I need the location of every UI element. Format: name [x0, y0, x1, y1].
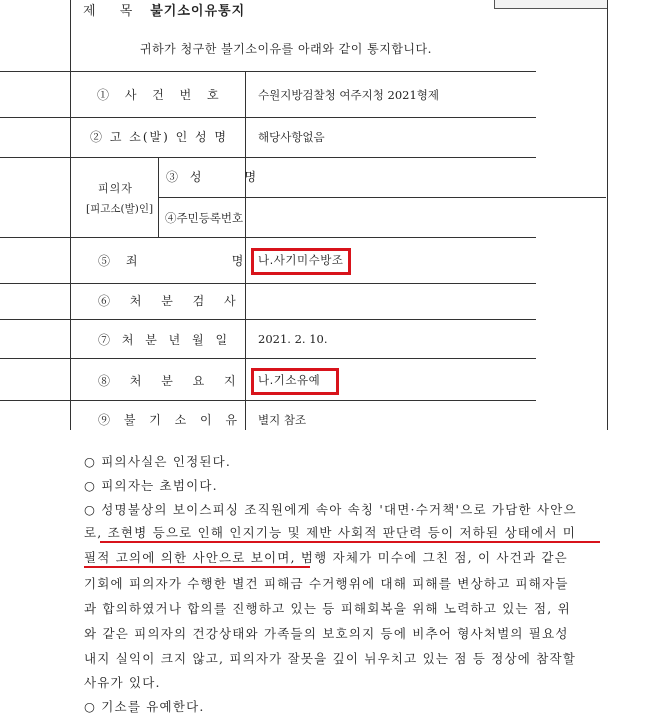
table-rule	[0, 358, 536, 359]
table-rule	[0, 71, 536, 72]
title-text: 불기소이유통지	[150, 4, 246, 19]
body-line: ○ 성명불상의 보이스피싱 조직원에게 속아 속칭 '대면·수거책'으로 가담한 사안으	[84, 502, 577, 517]
table-rule	[158, 197, 606, 198]
title-label: 제 목	[83, 4, 143, 19]
body-line: 과 합의하였거나 합의를 진행하고 있는 등 피해회복을 위해 노력하고 있는 점, 위	[84, 601, 571, 616]
body-line: 로, 조현병 등으로 인해 인지기능 및 제반 사회적 판단력 등이 저하된 상태에서 미	[84, 525, 577, 540]
prosecutor-label: ⑥ 처 분 검 사	[98, 294, 244, 308]
table-rule	[0, 400, 536, 401]
date-label: ⑦ 처 분 년 월 일	[98, 333, 232, 347]
table-divider	[158, 157, 159, 237]
intro-text: 귀하가 청구한 불기소이유를 아래와 같이 통지합니다.	[140, 42, 432, 56]
body-line: ○ 피의사실은 인정된다.	[84, 454, 232, 469]
complainant-label: ② 고 소(발) 인 성 명	[90, 130, 228, 144]
charge-label: ⑤ 죄 명	[98, 254, 250, 268]
body-line: 필적 고의에 의한 사안으로 보이며, 범행 자체가 미수에 그친 점, 이 사건과 같은	[84, 550, 568, 565]
disposition-value: 나.기소유예	[258, 373, 321, 387]
case-no-label: ① 사 건 번 호	[97, 88, 225, 102]
body-line: 기회에 피의자가 수행한 별건 피해금 수거행위에 대해 피해를 변상하고 피해자들	[84, 576, 569, 591]
reason-value: 별지 참조	[258, 413, 307, 427]
body-line: 와 같은 피의자의 건강상태와 가족들의 보호의지 등에 비추어 형사처벌의 필요성	[84, 626, 569, 641]
table-divider	[245, 71, 246, 430]
disposition-label: ⑧ 처 분 요 지	[98, 374, 244, 388]
date-value: 2021. 2. 10.	[258, 332, 328, 346]
body-line: ○ 피의자는 초범이다.	[84, 478, 218, 493]
body-line: 내지 실익이 크지 않고, 피의자가 잘못을 깊이 뉘우치고 있는 점 등 정상에 참작할	[84, 651, 577, 666]
suspect-id-label: ④주민등록번호	[165, 211, 244, 225]
case-no-value: 수원지방검찰청 여주지청 2021형제	[258, 88, 439, 102]
complainant-value: 해당사항없음	[258, 130, 325, 144]
body-line: ○ 기소를 유예한다.	[84, 699, 205, 714]
highlight-underline	[84, 566, 310, 568]
table-rule	[0, 283, 536, 284]
body-line: 사유가 있다.	[84, 675, 161, 690]
suspect-group-label: 피의자	[98, 182, 133, 195]
reason-label: ⑨ 불 기 소 이 유	[98, 413, 243, 427]
charge-value: 나.사기미수방조	[258, 253, 344, 267]
table-rule	[0, 237, 536, 238]
suspect-name-label: ③ 성 명	[166, 170, 261, 184]
highlight-underline	[100, 541, 600, 543]
page-title	[83, 0, 245, 19]
table-rule	[0, 157, 536, 158]
table-rule	[0, 319, 536, 320]
table-rule	[0, 117, 536, 118]
suspect-group-sublabel: [피고소(발)인]	[86, 203, 154, 215]
